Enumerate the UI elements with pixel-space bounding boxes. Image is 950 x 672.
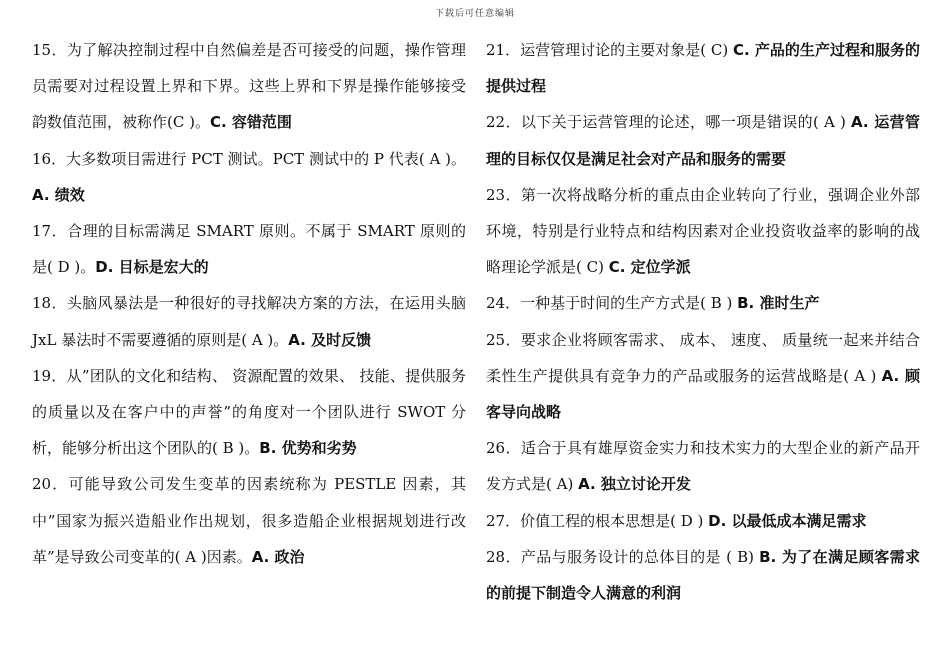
left-column <box>32 32 466 575</box>
answer-text: A. 顾客导向战略 <box>486 366 920 422</box>
question-17 <box>32 213 466 285</box>
answer-text: A. 绩效 <box>32 185 85 204</box>
question-text: 28．产品与服务设计的总体目的是 ( B) <box>486 547 760 566</box>
answer-text: A. 独立讨论开发 <box>578 475 691 494</box>
question-23 <box>486 177 920 286</box>
question-text: 26．适合于具有雄厚资金实力和技术实力的大型企业的新产品开发方式是( A) <box>486 439 920 494</box>
question-16 <box>32 141 466 213</box>
question-text: 21．运营管理讨论的主要对象是( C) <box>486 41 733 59</box>
page-header: 下载后可任意编辑 <box>434 9 515 19</box>
answer-text: B. 准时生产 <box>737 294 820 313</box>
question-18 <box>32 285 466 357</box>
question-22 <box>486 104 920 176</box>
question-text: 25．要求企业将顾客需求、 成本、 速度、 质量统一起来并结合柔性生产提供具有竞争力的产品或服务的运营战略是( A ) <box>486 330 920 385</box>
question-25 <box>486 322 920 431</box>
question-21 <box>486 32 920 104</box>
answer-text: A. 运营管理的目标仅仅是满足社会对产品和服务的需要 <box>486 113 920 168</box>
answer-text: C. 容错范围 <box>209 113 292 132</box>
question-27 <box>486 503 920 539</box>
question-28 <box>486 539 920 611</box>
question-text: 15．为了解决控制过程中自然偏差是否可接受的问题，操作管理员需要对过程设置上界和下界。这些上界和下界是操作能够接受韵数值范围，被称作(C )。 <box>32 41 466 132</box>
question-text: 18．头脑风暴法是一种很好的寻找解决方案的方法，在运用头脑 JxL 暴法时不需要遵循的原则是( A )。 <box>32 294 466 349</box>
question-15 <box>32 32 466 141</box>
question-text: 20．可能导致公司发生变革的因素统称为 PESTLE 因素，其中”国家为振兴造船业作出规划，很多造船企业根据规划进行改革”是导致公司变革的( A )因素。 <box>32 475 466 566</box>
answer-text: B. 优势和劣势 <box>259 439 357 458</box>
question-text: 16．大多数项目需进行 PCT 测试。PCT 测试中的 P 代表( A )。 <box>32 149 466 168</box>
question-24 <box>486 285 920 321</box>
question-19 <box>32 358 466 467</box>
answer-text: A. 及时反馈 <box>288 330 372 349</box>
answer-text: D. 以最低成本满足需求 <box>708 511 867 530</box>
question-text: 23．第一次将战略分析的重点由企业转向了行业，强调企业外部环境，特别是行业特点和结构因素对企业投资收益率的影响的战略理论学派是( C) <box>486 185 920 277</box>
answer-text: C. 产品的生产过程和服务的提供过程 <box>486 41 921 96</box>
right-column <box>486 32 920 611</box>
question-text: 22．以下关于运营管理的论述，哪一项是错误的( A ) <box>486 113 852 132</box>
question-26 <box>486 430 920 502</box>
answer-text: B. 为了在满足顾客需求的前提下制造令人满意的利润 <box>486 547 921 603</box>
question-text: 24．一种基于时间的生产方式是( B ) <box>486 294 738 313</box>
answer-text: D. 目标是宏大的 <box>95 258 209 277</box>
question-text: 19．从”团队的文化和结构、 资源配置的效果、 技能、提供服务的质量以及在客户中的声誉”的角度对一个团队进行 SWOT 分析，能够分析出这个团队的( B )。 <box>32 366 466 458</box>
question-text: 17．合理的目标需满足 SMART 原则。不属于 SMART 原则的是( D )。 <box>32 222 466 277</box>
question-20 <box>32 466 466 575</box>
question-text: 27．价值工程的根本思想是( D ) <box>486 511 709 530</box>
answer-text: C. 定位学派 <box>608 258 691 277</box>
answer-text: A. 政治 <box>251 547 305 566</box>
